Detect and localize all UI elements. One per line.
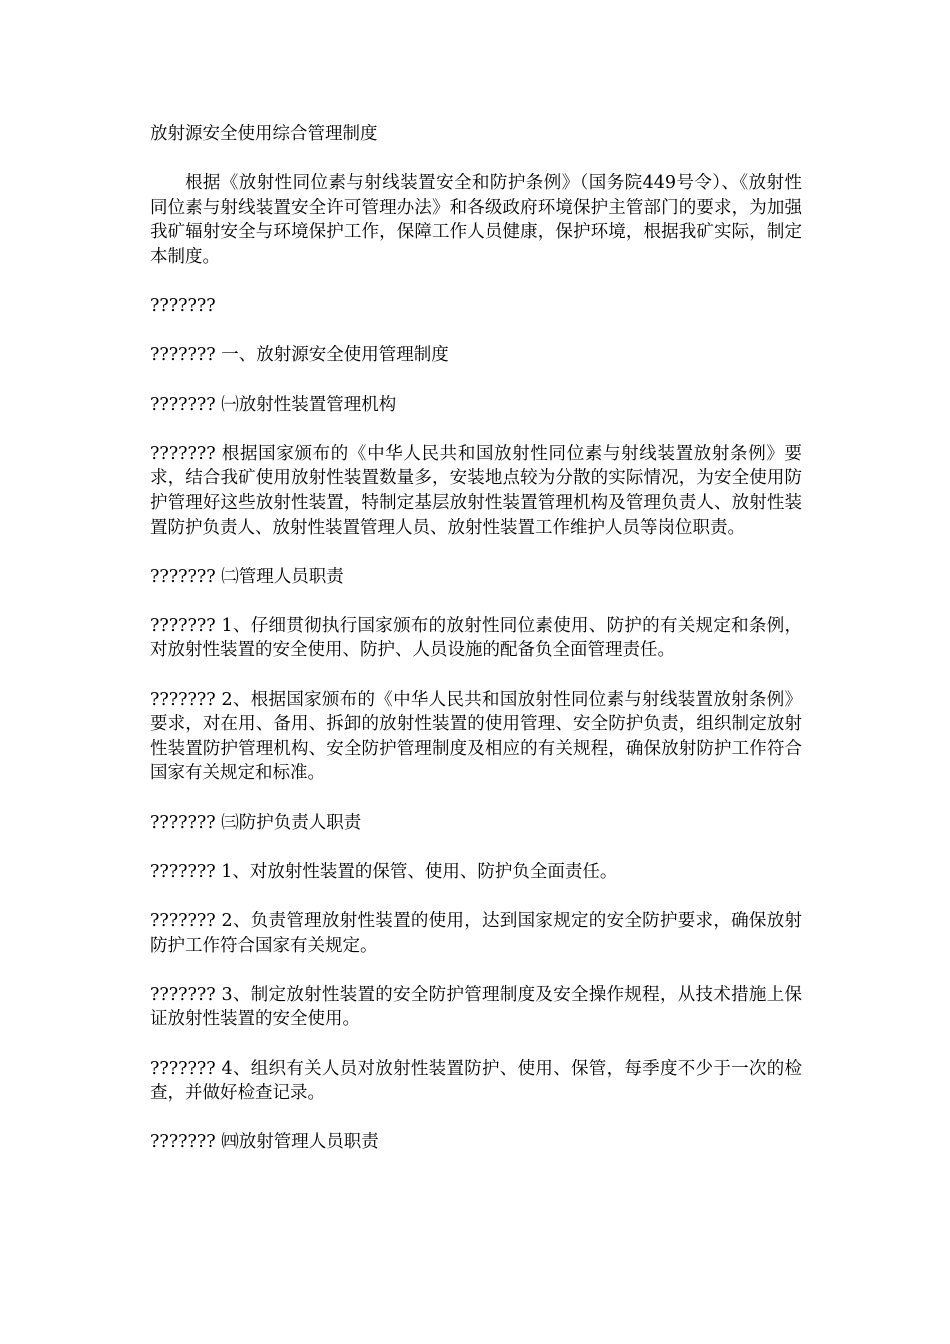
list-item: ??????? 3、制定放射性装置的安全防护管理制度及安全操作规程，从技术措施上保证放射性装置的安全使用。 <box>150 984 802 1030</box>
document-title: 放射源安全使用综合管理制度 <box>150 124 378 144</box>
subsection-heading-1: ??????? ㈠放射性装置管理机构 <box>150 394 397 415</box>
intro-paragraph: 根据《放射性同位素与射线装置安全和防护条例》（国务院449号令）、《放射性同位素与射线装置安全许可管理办法》和各级政府环境保护主管部门的要求，为加强我矿辐射安全与环境保护工作，保障工作人员健康，保护环境，根据我矿实际，制定本制度。 <box>150 173 802 267</box>
document-page <box>150 122 802 1180</box>
list-item: ??????? 2、负责管理放射性装置的使用，达到国家规定的安全防护要求，确保放射防护工作符合国家有关规定。 <box>150 911 802 956</box>
subsection-heading-3: ??????? ㈢防护负责人职责 <box>150 812 362 833</box>
list-item: ??????? 1、仔细贯彻执行国家颁布的放射性同位素使用、防护的有关规定和条例，对放射性装置的安全使用、防护、人员设施的配备负全面管理责任。 <box>150 615 802 661</box>
subsection-heading-2: ??????? ㈡管理人员职责 <box>150 566 344 587</box>
body-paragraph: ??????? 根据国家颁布的《中华人民共和国放射性同位素与射线装置放射条例》要求，结合我矿使用放射性装置数量多，安装地点较为分散的实际情况，为安全使用防护管理好这些放射性装置，特制定基层放射性装置管理机构及管理负责人、放射性装置防护负责人、放射性装置管理人员、放射性装置工作维护人员等岗位职责。 <box>150 443 802 538</box>
placeholder-line: ??????? <box>150 296 216 317</box>
section-heading-1: ??????? 一、放射源安全使用管理制度 <box>150 345 449 366</box>
list-item: ??????? 2、根据国家颁布的《中华人民共和国放射性同位素与射线装置放射条例》要求，对在用、备用、拆卸的放射性装置的使用管理、安全防护负责，组织制定放射性装置防护管理机构、安全防护管理制度及相应的有关规程，确保放射防护工作符合国家有关规定和标准。 <box>150 689 802 784</box>
subsection-heading-4: ??????? ㈣放射管理人员职责 <box>150 1132 379 1153</box>
list-item: ??????? 1、对放射性装置的保管、使用、防护负全面责任。 <box>150 861 618 882</box>
list-item: ??????? 4、组织有关人员对放射性装置防护、使用、保管，每季度不少于一次的检查，并做好检查记录。 <box>150 1058 802 1104</box>
